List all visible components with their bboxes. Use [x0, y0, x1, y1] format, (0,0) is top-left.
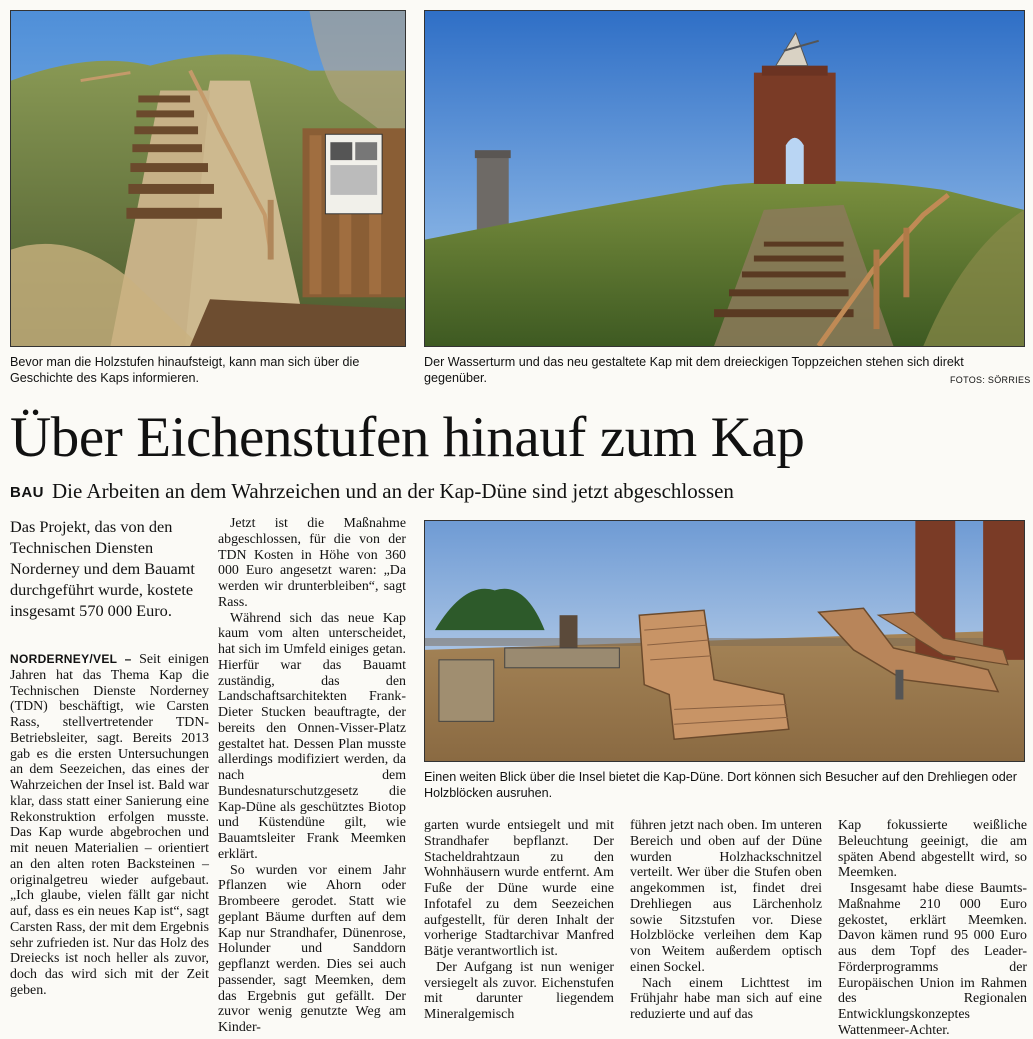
photo-loungers	[424, 520, 1025, 762]
author: /VEL –	[89, 652, 140, 666]
column-4-paragraph: führen jetzt nach oben. Im unteren Bereich und oben auf der Düne wurden Holzhackschnitzel verteilt. Wer über die Stufen oben angekommen ist, findet drei Drehliegen aus Lärchenholz sowie Sitzstufen vor. Diese Holzblöcke verleihen dem Kap von Weitem außerdem optisch einen Sockel.	[630, 818, 822, 975]
column-3-paragraph: garten wurde entsiegelt und mit Strandhafer bepflanzt. Der Stacheldrahtzaun zu den Wohnhäusern wurde entfernt. Am Fuße der Düne wurde eine Infotafel zu dem Seezeichen aufgestellt, für deren Inhalt der vorherige Stadtarchivar Manfred Bätje verantwortlich ist.	[424, 818, 614, 959]
column-4-paragraph: Nach einem Lichttest im Frühjahr habe man sich auf eine reduzierte und auf das	[630, 975, 822, 1022]
column-1	[10, 652, 209, 999]
column-4	[630, 818, 822, 1023]
teaser: Das Projekt, das von den Technischen Diensten Norderney und dem Bauamt durchgeführt wurde, kostete insgesamt 570 000 Euro.	[10, 517, 195, 620]
column-5-paragraph: Insgesamt habe diese Baumts-Maßnahme 210 000 Euro gekostet, erklärt Meemken. Davon kämen rund 95 000 Euro aus dem Topf des Leader-Förderprogramms der Europäischen Union im Rahmen des Regionalen Entwicklungskonzeptes Wattenmeer-Achter.	[838, 881, 1027, 1038]
column-2	[218, 516, 406, 1036]
column-2-paragraph: So wurden vor einem Jahr Pflanzen wie Ahorn oder Brombeere gerodet. Statt wie geplant Bäume durften auf dem Kap nur Strandhafer, Dünenrose, Holunder und Sanddorn gepflanzt werden. Dies sei auch passender, sagt Meemken, dem das Ergebnis gut gefällt. Der zuvor wenig genutzte Weg am Kinder-	[218, 862, 406, 1035]
photo-steps-caption: Bevor man die Holzstufen hinaufsteigt, kann man sich über die Geschichte des Kaps informieren.	[10, 355, 360, 385]
subheadline-row	[10, 478, 1025, 506]
photo-loungers-caption: Einen weiten Blick über die Insel bietet die Kap-Düne. Dort können sich Besucher auf den Drehliegen oder Holzblöcken ausruhen.	[424, 770, 1017, 800]
kicker: BAU	[10, 484, 44, 501]
column-3	[424, 818, 614, 1023]
column-5	[838, 818, 1027, 1039]
dateline: NORDERNEY	[10, 652, 90, 666]
column-1-text: Seit einigen Jahren hat das Thema Kap die Technischen Dienste Norderney (TDN) beschäftigt, wie Carsten Rass, stellvertretender TDN-Betriebsleiter, sagt. Bereits 2013 gab es die ersten Untersuchungen an dem Seezeichen, das eines der Wahrzeichen der Insel ist. Bald war klar, dass statt einer Sanierung eine Rekonstruktion erfolgen musste. Das Kap wurde abgebrochen und mit neuen Materialien – orientiert an den alten roten Backsteinen – originalgetreu wieder aufgebaut. „Ich glaube, vielen fällt gar nicht auf, dass es ein neues Kap ist“, sagt Carsten Rass, der mit dem Ergebnis sehr zufrieden ist. Nur das Holz des Dreiecks ist noch heller als zuvor, doch das wird sich mit der Zeit geben.	[10, 652, 210, 998]
headline: Über Eichenstufen hinauf zum Kap	[10, 406, 805, 469]
photo-steps	[10, 10, 406, 347]
column-3-paragraph: Der Aufgang ist nun weniger versiegelt als zuvor. Eichenstufen mit darunter liegendem Mineralgemisch	[424, 959, 614, 1022]
photo-kap-tower	[424, 10, 1025, 347]
column-2-paragraph: Während sich das neue Kap kaum vom alten unterscheidet, hat sich im Umfeld einiges getan. Hierfür war das Bauamt zuständig, das den Landschaftsarchitekten Frank-Dieter Stucken beauftragte, der bereits den Onnen-Visser-Platz gestaltet hat. Dessen Plan musste allerdings modifiziert werden, da nach dem Bundesnaturschutzgesetz die Kap-Düne als geschütztes Biotop und Küstendüne gilt, wie Bauamtsleiter Frank Meemken erklärt.	[218, 610, 406, 862]
subheadline: Die Arbeiten an dem Wahrzeichen und an der Kap-Düne sind jetzt abgeschlossen	[52, 479, 734, 503]
column-5-paragraph: Kap fokussierte weißliche Beleuchtung geeinigt, die am späten Abend abgestellt wird, so Meemken.	[838, 818, 1027, 881]
photo-credit: FOTOS: SÖRRIES	[950, 375, 1031, 385]
column-2-paragraph: Jetzt ist die Maßnahme abgeschlossen, für die von der TDN Kosten in Höhe von 360 000 Euro angesetzt waren: „Da werden wir drunterbleiben“, sagt Rass.	[218, 516, 406, 610]
photo-kap-tower-caption: Der Wasserturm und das neu gestaltete Kap mit dem dreieckigen Toppzeichen stehen sich direkt gegenüber.	[424, 355, 964, 385]
